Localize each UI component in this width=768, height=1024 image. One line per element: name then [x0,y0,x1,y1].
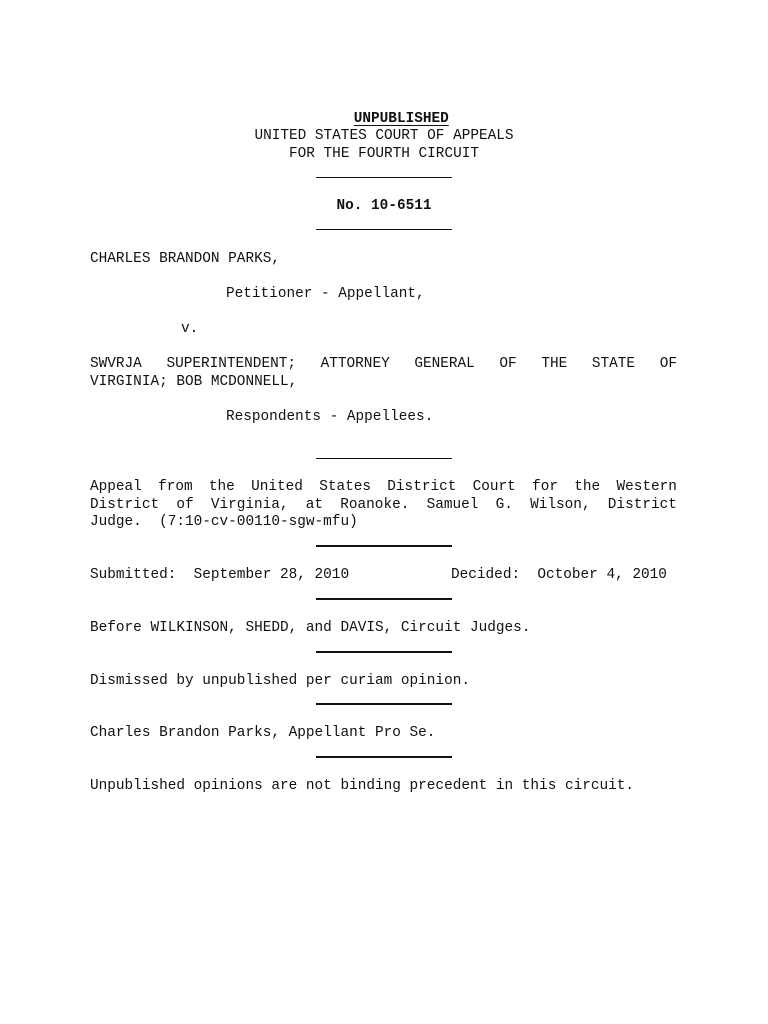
appeal-word: the [208,479,235,495]
respondents-word: THE [541,356,568,372]
respondents-role: Respondents - Appellees. [226,409,434,425]
court-name-line1: UNITED STATES COURT OF APPEALS [254,128,514,144]
appeal-word: District [387,479,457,495]
appeal-word: G. [495,496,513,513]
respondents-word: SWVRJA [90,356,142,372]
respondents-word: SUPERINTENDENT; [166,356,296,372]
appeal-word: Roanoke. [340,496,410,513]
divider-rule [316,703,452,705]
respondents-word: ATTORNEY [320,356,390,372]
divider-rule [316,598,452,600]
court-name-line2: FOR THE FOURTH CIRCUIT [289,146,479,162]
appeal-word: for [532,479,559,495]
divider-rule [316,458,452,459]
appeal-word: Western [616,479,677,495]
respondents-block [90,356,677,391]
divider-rule [316,756,452,758]
disposition: Dismissed by unpublished per curiam opinion. [90,673,470,689]
appeal-paragraph [90,479,677,532]
appeal-word: Court [472,479,516,495]
divider-rule [316,229,452,230]
respondents-line-1 [90,356,677,374]
precedent-notice: Unpublished opinions are not binding precedent in this circuit. [90,778,635,794]
decided-date: Decided: October 4, 2010 [451,567,667,583]
appeal-word: Samuel [426,496,479,513]
case-number: No. 10-6511 [336,198,432,214]
appeal-word: the [574,479,601,495]
panel-judges: Before WILKINSON, SHEDD, and DAVIS, Circuit Judges. [90,620,531,636]
divider-rule [316,651,452,653]
appeal-word: at [305,496,324,513]
petitioner-role: Petitioner - Appellant, [226,286,425,302]
appeal-word: Virginia, [210,496,289,513]
appeal-line-1 [90,479,677,497]
respondents-word: OF [499,356,517,372]
appeal-word: Wilson, [530,496,591,513]
appeal-word: United [251,479,303,495]
petitioner-name: CHARLES BRANDON PARKS, [90,251,280,267]
divider-rule [316,177,452,178]
appeal-word: District [90,496,160,513]
versus-label: v. [181,321,199,337]
appeal-line-3-text: Judge. (7:10-cv-00110-sgw-mfu) [90,514,358,530]
appeal-line-2 [90,497,677,515]
appeal-word: Appeal [90,479,142,495]
divider-rule [316,545,452,547]
appeal-word: District [607,496,677,513]
unpublished-label: UNPUBLISHED [353,110,449,127]
appeal-word: from [158,479,193,495]
submitted-date: Submitted: September 28, 2010 [90,567,350,583]
respondents-line-2 [90,374,677,392]
respondents-word: STATE [591,356,636,372]
counsel-line: Charles Brandon Parks, Appellant Pro Se. [90,725,436,741]
appeal-word: States [319,479,372,495]
respondents-word: GENERAL [414,356,475,372]
appeal-word: of [176,496,194,513]
appeal-line-3 [90,514,677,532]
respondents-word: OF [659,356,677,372]
respondents-line-2-text: VIRGINIA; BOB MCDONNELL, [90,373,298,390]
